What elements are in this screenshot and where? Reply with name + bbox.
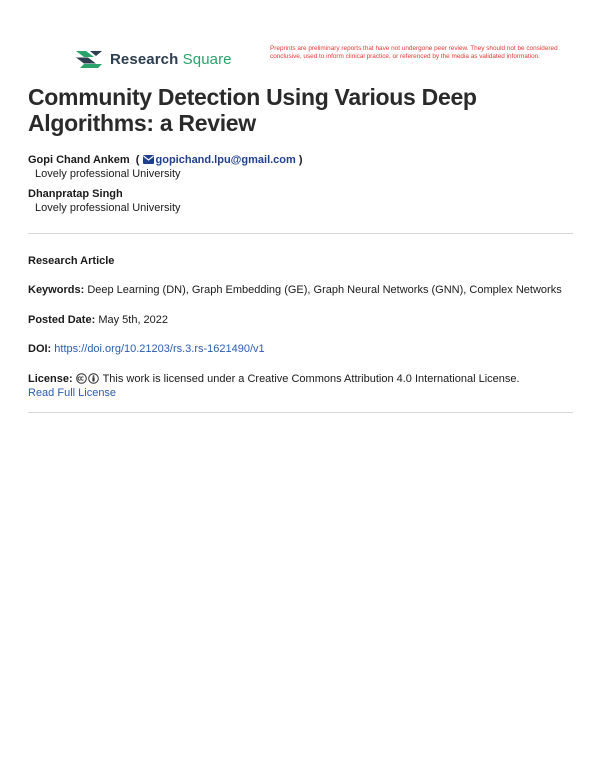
posted-date-label: Posted Date: xyxy=(28,314,96,326)
author-list xyxy=(28,153,303,221)
open-paren: ( xyxy=(135,154,140,166)
divider xyxy=(28,412,573,413)
author-name: Gopi Chand Ankem xyxy=(28,154,130,166)
author-email-link[interactable]: gopichand.lpu@gmail.com xyxy=(155,154,296,166)
doi-label: DOI: xyxy=(28,343,52,355)
article-title: Community Detection Using Various Deep Algorithms: a Review xyxy=(28,84,477,136)
creative-commons-icon xyxy=(76,373,87,384)
divider xyxy=(28,233,573,234)
author-entry xyxy=(28,153,303,167)
research-square-chevrons-icon xyxy=(74,48,104,70)
keywords-value: Deep Learning (DN), Graph Embedding (GE), Graph Neural Networks (GNN), Complex Networks xyxy=(87,284,562,296)
doi xyxy=(28,342,265,356)
read-full-license-link[interactable]: Read Full License xyxy=(28,387,117,399)
posted-date xyxy=(28,313,168,327)
mail-icon xyxy=(143,155,154,164)
doi-link[interactable]: https://doi.org/10.21203/rs.3.rs-1621490/v1 xyxy=(54,343,265,355)
license xyxy=(28,372,573,400)
research-square-logo[interactable] xyxy=(74,48,232,70)
close-paren: ) xyxy=(298,154,303,166)
author-name: Dhanpratap Singh xyxy=(28,188,123,200)
license-text: This work is licensed under a Creative Commons Attribution 4.0 International License. xyxy=(102,373,520,385)
keywords xyxy=(28,283,562,297)
article-type: Research Article xyxy=(28,255,115,267)
keywords-label: Keywords: xyxy=(28,284,85,296)
license-label: License: xyxy=(28,373,73,385)
preprint-disclaimer: Preprints are preliminary reports that have not undergone peer review. They should not be considered conclusive, used to inform clinical practice, or referenced by the media as validated information. xyxy=(270,45,558,60)
author-affiliation: Lovely professional University xyxy=(35,168,181,180)
attribution-icon xyxy=(88,373,99,384)
brand-name: Research Square xyxy=(110,50,232,68)
author-affiliation: Lovely professional University xyxy=(35,202,181,214)
posted-date-value: May 5th, 2022 xyxy=(98,314,169,326)
